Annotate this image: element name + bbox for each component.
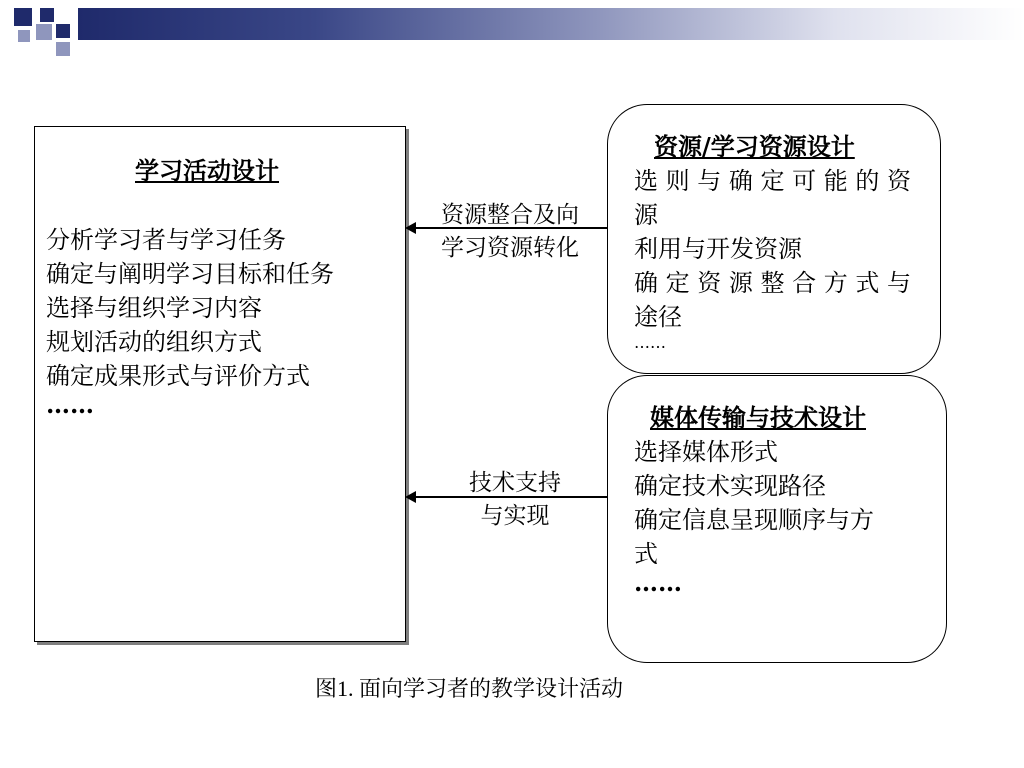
learning-activity-item: 确定与阐明学习目标和任务 — [46, 260, 334, 288]
resource-design-line: 源 — [634, 201, 658, 229]
learning-activity-title: 学习活动设计 — [135, 156, 279, 185]
media-tech-line: …… — [634, 568, 682, 597]
media-tech-title: 媒体传输与技术设计 — [650, 403, 866, 432]
resource-design-line: 利用与开发资源 — [634, 235, 802, 263]
media-tech-line: 确定技术实现路径 — [634, 472, 826, 500]
arrow-label-line: 技术支持 — [469, 470, 561, 496]
arrow-label-media — [440, 464, 590, 530]
resource-design-line: 途径 — [634, 303, 682, 331]
media-tech-line: 式 — [634, 540, 658, 568]
learning-activity-item: …… — [46, 390, 94, 419]
figure-caption: 图1. 面向学习者的教学设计活动 — [315, 676, 624, 701]
arrow-label-line: 学习资源转化 — [441, 235, 579, 261]
learning-activity-item: 确定成果形式与评价方式 — [46, 362, 310, 390]
resource-design-line: 选 则 与 确 定 可 能 的 资 — [634, 167, 912, 195]
resource-design-line: …… — [634, 333, 666, 352]
learning-activity-item: 分析学习者与学习任务 — [46, 226, 286, 254]
media-tech-line: 选择媒体形式 — [634, 438, 778, 466]
arrow-head — [405, 222, 416, 234]
arrow-label-resource — [424, 196, 596, 262]
learning-activity-item: 选择与组织学习内容 — [46, 294, 262, 322]
resource-design-title: 资源/学习资源设计 — [654, 132, 855, 161]
arrow-head — [405, 491, 416, 503]
learning-activity-item: 规划活动的组织方式 — [46, 328, 262, 356]
media-tech-line: 确定信息呈现顺序与方 — [634, 506, 874, 534]
arrow-label-line: 与实现 — [480, 503, 550, 529]
arrow-label-line: 资源整合及向 — [441, 202, 579, 228]
resource-design-line: 确 定 资 源 整 合 方 式 与 — [634, 269, 912, 297]
